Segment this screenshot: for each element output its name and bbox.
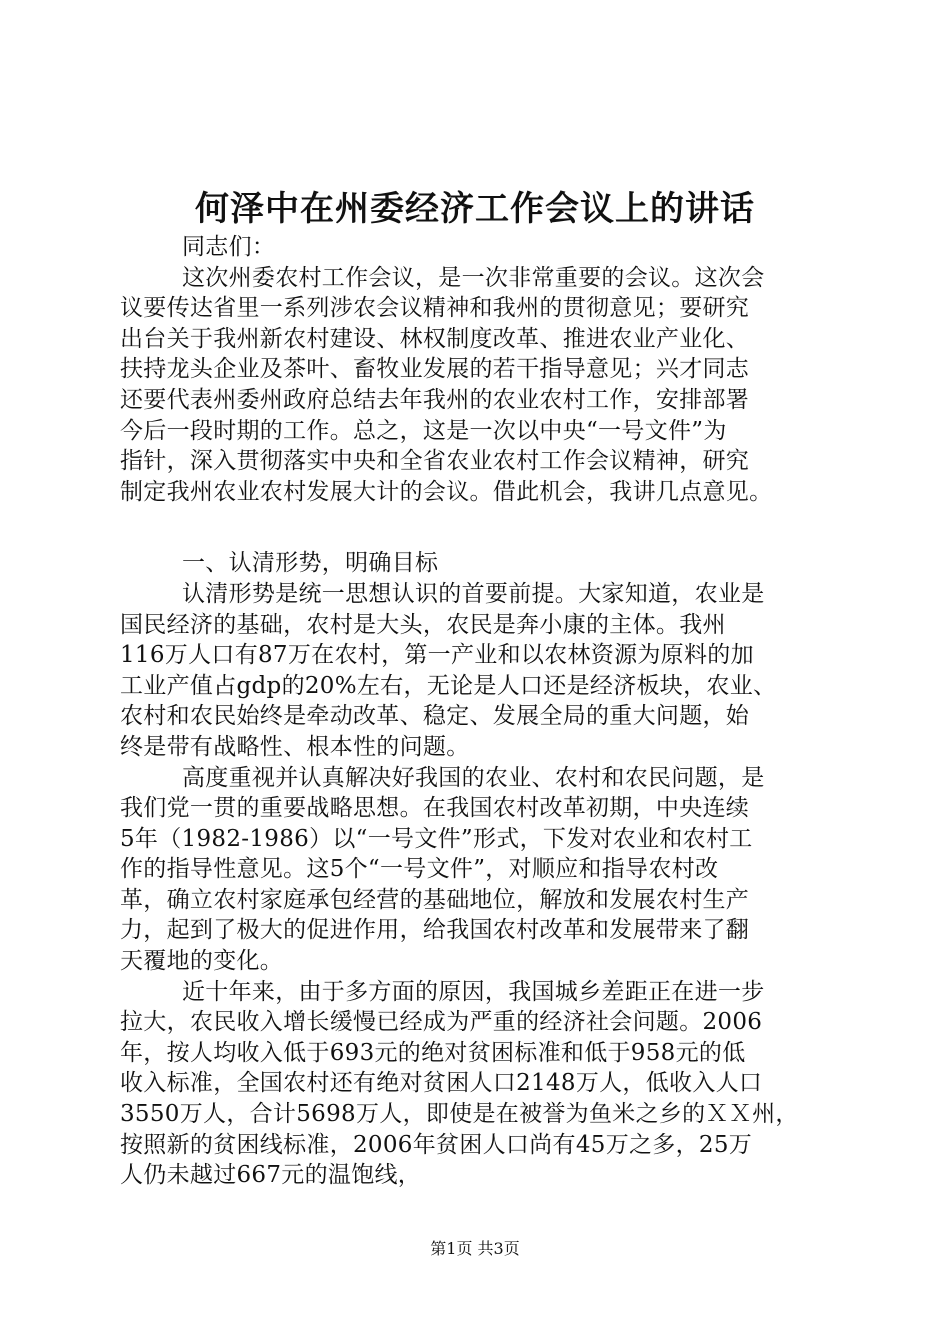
paragraph-line: 革，确立农村家庭承包经营的基础地位，解放和发展农村生产 xyxy=(120,886,750,913)
document-title: 何泽中在州委经济工作会议上的讲话 xyxy=(195,189,755,229)
intro-paragraph xyxy=(120,263,840,508)
paragraph-1 xyxy=(120,579,840,763)
paragraph-line: 天覆地的变化。 xyxy=(120,948,284,975)
paragraph-line: 3550万人，合计5698万人，即使是在被誉为鱼米之乡的ＸＸ州， xyxy=(120,1101,799,1128)
paragraph-line: 农村和农民始终是牵动改革、稳定、发展全局的重大问题，始 xyxy=(120,703,750,730)
paragraph-line: 还要代表州委州政府总结去年我州的农业农村工作，安排部署 xyxy=(120,386,750,413)
paragraph-line: 终是带有战略性、根本性的问题。 xyxy=(120,733,470,760)
paragraph-line: 5年（1982-1986）以“一号文件”形式，下发对农业和农村工 xyxy=(120,825,753,852)
paragraph-line: 议要传达省里一系列涉农会议精神和我州的贯彻意见；要研究 xyxy=(120,295,750,322)
paragraph-line: 制定我州农业农村发展大计的会议。借此机会，我讲几点意见。 xyxy=(120,478,773,505)
paragraph-line: 高度重视并认真解决好我国的农业、农村和农民问题，是 xyxy=(182,764,765,791)
paragraph-2 xyxy=(120,763,840,977)
paragraph-line: 按照新的贫困线标准，2006年贫困人口尚有45万之多，25万 xyxy=(120,1131,753,1158)
paragraph-line: 拉大，农民收入增长缓慢已经成为严重的经济社会问题。2006 xyxy=(120,1009,763,1036)
paragraph-line: 作的指导性意见。这5个“一号文件”，对顺应和指导农村改 xyxy=(120,856,719,883)
paragraph-line: 人仍未越过667元的温饱线， xyxy=(120,1162,422,1189)
paragraph-line: 扶持龙头企业及茶叶、畜牧业发展的若干指导意见；兴才同志 xyxy=(120,356,750,383)
salutation: 同志们： xyxy=(182,234,276,260)
paragraph-line: 这次州委农村工作会议，是一次非常重要的会议。这次会 xyxy=(182,264,765,291)
page-footer: 第1页 共3页 xyxy=(430,1239,520,1258)
paragraph-line: 出台关于我州新农村建设、林权制度改革、推进农业产业化、 xyxy=(120,325,750,352)
paragraph-line: 116万人口有87万在农村，第一产业和以农林资源为原料的加 xyxy=(120,642,754,669)
paragraph-line: 国民经济的基础，农村是大头，农民是奔小康的主体。我州 xyxy=(120,611,726,638)
section-heading: 一、认清形势，明确目标 xyxy=(182,550,439,577)
paragraph-gap xyxy=(120,507,840,548)
paragraph-line: 收入标准，全国农村还有绝对贫困人口2148万人，低收入人口 xyxy=(120,1070,763,1097)
paragraph-line: 工业产值占gdp的20%左右，无论是人口还是经济板块，农业、 xyxy=(120,672,777,699)
paragraph-3 xyxy=(120,977,840,1191)
document-body xyxy=(120,232,840,1191)
paragraph-line: 年，按人均收入低于693元的绝对贫困标准和低于958元的低 xyxy=(120,1039,746,1066)
paragraph-line: 今后一段时期的工作。总之，这是一次以中央“一号文件”为 xyxy=(120,417,727,444)
paragraph-line: 我们党一贯的重要战略思想。在我国农村改革初期，中央连续 xyxy=(120,795,750,822)
paragraph-line: 力，起到了极大的促进作用，给我国农村改革和发展带来了翻 xyxy=(120,917,750,944)
paragraph-line: 指针，深入贯彻落实中央和全省农业农村工作会议精神，研究 xyxy=(120,448,750,475)
paragraph-line: 近十年来，由于多方面的原因，我国城乡差距正在进一步 xyxy=(182,978,765,1005)
paragraph-line: 认清形势是统一思想认识的首要前提。大家知道，农业是 xyxy=(182,580,765,607)
